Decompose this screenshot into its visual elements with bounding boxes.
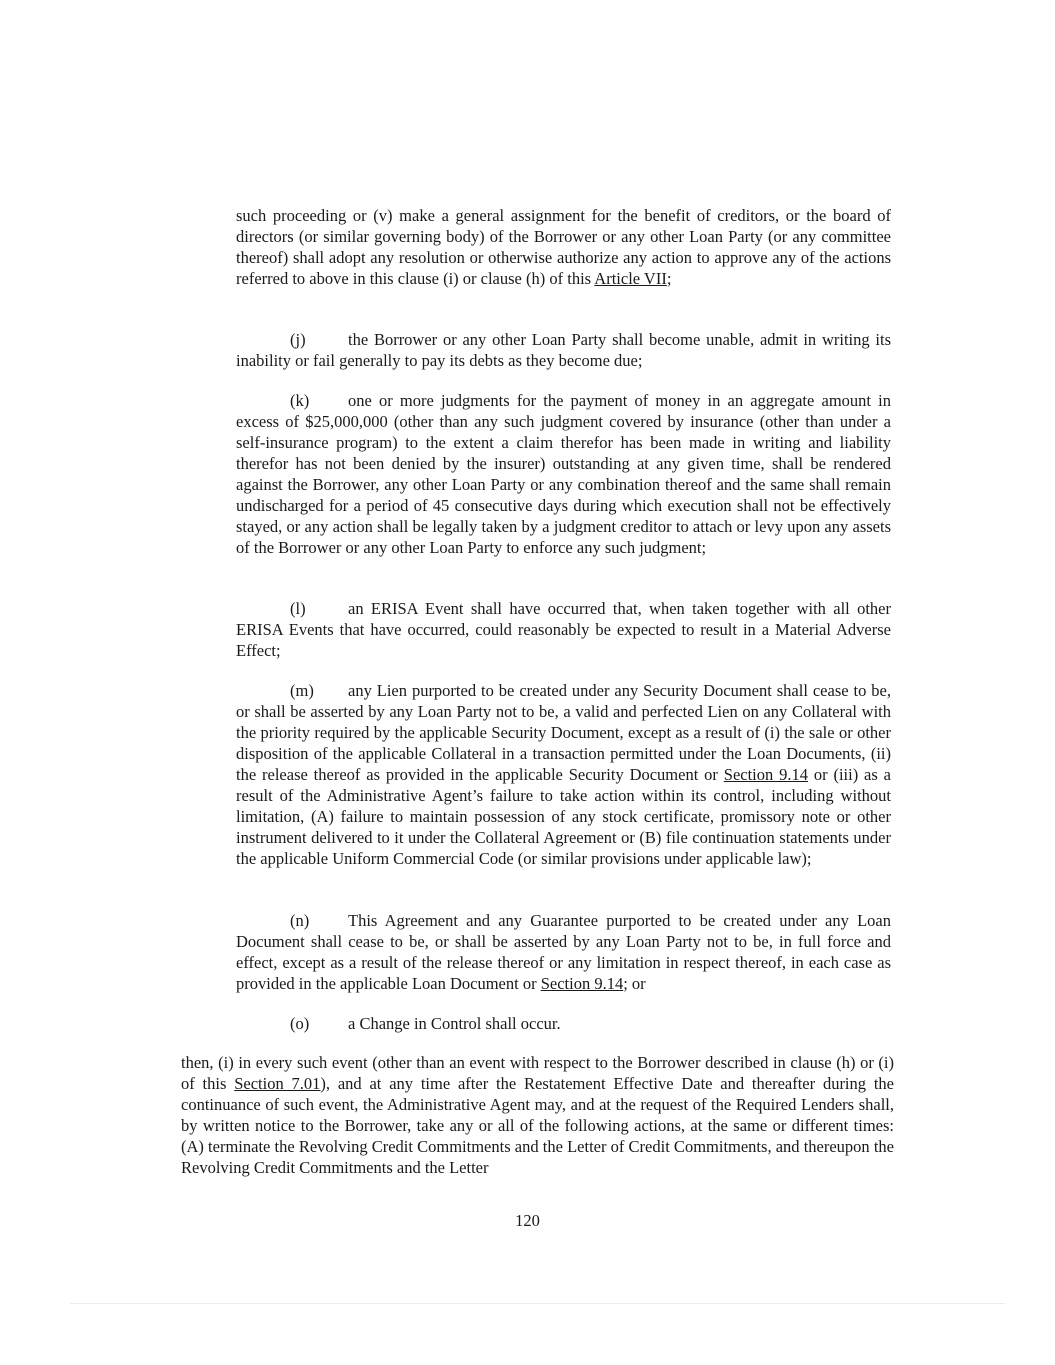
clause-o-label: (o) — [290, 1014, 310, 1033]
intro-tail: ; — [666, 269, 672, 288]
clause-o — [236, 1013, 891, 1034]
intro-text: such proceeding or (v) make a general assignment for the benefit of creditors, or the board of directors (or similar governing body) of the Borrower or any other Loan Party (or any committee thereof) shall adopt any resolution or otherwise authorize any action to approve any of the actions referred to above in this clause (i) or clause (h) of this — [236, 206, 891, 288]
clause-l-label: (l) — [290, 599, 306, 618]
paragraph-intro — [236, 205, 891, 289]
article-vii-reference: Article VII — [594, 269, 667, 288]
clause-k-label: (k) — [290, 391, 310, 410]
clause-o-text: a Change in Control shall occur. — [348, 1014, 561, 1033]
clause-n-label: (n) — [290, 911, 310, 930]
section-7-01-reference: Section 7.01 — [234, 1074, 321, 1093]
clause-j-label: (j) — [290, 330, 306, 349]
clause-m-text-after: or (iii) as a result of the Administrative Agent’s failure to take action within its control, including without limitation, (A) failure to maintain possession of any stock certificate, promissory note or other instrument delivered to it under the Collateral Agreement or (B) file continuation statements under the applicable Uniform Commercial Code (or similar provisions under applicable law); — [236, 765, 891, 868]
page-bottom-rule — [70, 1303, 1005, 1304]
section-9-14-reference: Section 9.14 — [723, 765, 808, 784]
clause-n — [236, 910, 891, 994]
clause-n-text-before: This Agreement and any Guarantee purported to be created under any Loan Document shall cease to be, or shall be asserted by any Loan Party not to be, in full force and effect, except as a result of the release thereof or any limitation in respect thereof, in each case as provided in the applicable Loan Document or — [236, 911, 891, 993]
clause-k — [236, 390, 891, 558]
section-9-14-reference-n: Section 9.14 — [540, 974, 624, 993]
then-text-before: then, (i) in every such event (other than an event with respect to the Borrower described in clause (h) or (i) of this — [181, 1053, 894, 1093]
clause-m — [236, 680, 891, 869]
clause-l — [236, 598, 891, 661]
remedies-paragraph — [181, 1052, 894, 1178]
clause-m-text-before: any Lien purported to be created under any Security Document shall cease to be, or shall be asserted by any Loan Party not to be, a valid and perfected Lien on any Collateral with the priority required by the applicable Security Document, except as a result of (i) the sale or other disposition of the applicable Collateral in a transaction permitted under the Loan Documents, (ii) the release thereof as provided in the applicable Security Document or — [236, 681, 891, 784]
clause-j-text: the Borrower or any other Loan Party shall become unable, admit in writing its inability or fail generally to pay its debts as they become due; — [236, 330, 891, 370]
clause-j — [236, 329, 891, 371]
clause-l-text: an ERISA Event shall have occurred that, when taken together with all other ERISA Events that have occurred, could reasonably be expected to result in a Material Adverse Effect; — [236, 599, 891, 660]
clause-n-text-after: ; or — [623, 974, 646, 993]
page-number: 120 — [515, 1211, 540, 1230]
clause-m-label: (m) — [290, 681, 314, 700]
clause-k-text: one or more judgments for the payment of money in an aggregate amount in excess of $25,000,000 (other than any such judgment covered by insurance (other than under a self-insurance program) to the extent a claim therefor has been made in writing and liability therefor has not been denied by the insurer) outstanding at any given time, shall be rendered against the Borrower, any other Loan Party or any combination thereof and the same shall remain undischarged for a period of 45 consecutive days during which execution shall not be effectively stayed, or any action shall be legally taken by a judgment creditor to attach or levy upon any assets of the Borrower or any other Loan Party to enforce any such judgment; — [236, 391, 891, 557]
then-text-after: ), and at any time after the Restatement Effective Date and thereafter during the continuance of such event, the Administrative Agent may, and at the request of the Required Lenders shall, by written notice to the Borrower, take any or all of the following actions, at the same or different times: (A) terminate the Revolving Credit Commitments and the Letter of Credit Commitments, and thereupon the Revolving Credit Commitments and the Letter — [181, 1074, 894, 1177]
